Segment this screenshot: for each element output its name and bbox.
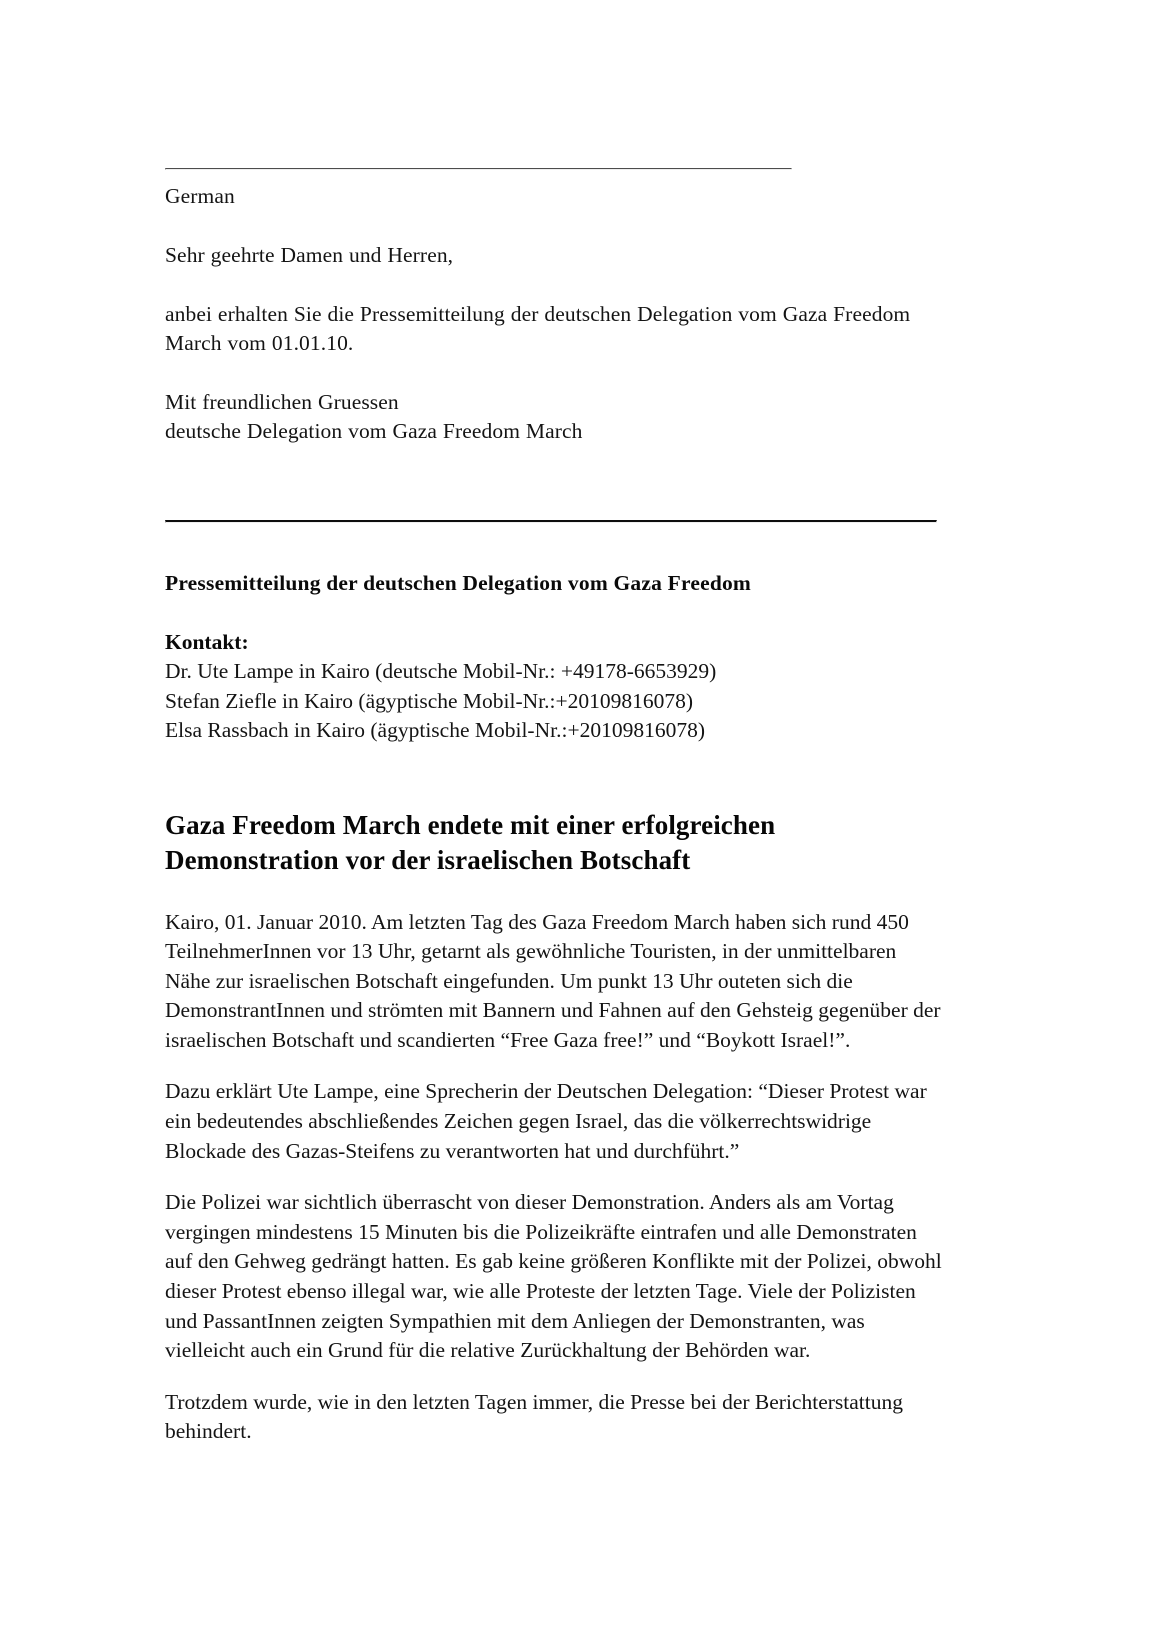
spacer [165, 358, 955, 388]
spacer [165, 598, 955, 628]
press-release-subject: Pressemitteilung der deutschen Delegation vom Gaza Freedom [165, 571, 752, 595]
body-paragraph: Kairo, 01. Januar 2010. Am letzten Tag des Gaza Freedom March haben sich rund 450 TeilnehmerInnen vor 13 Uhr, getarnt als gewöhnliche Touristen, in der unmittelbaren Nähe zur israelischen Botschaft eingefunden. Um punkt 13 Uhr outeten sich die DemonstrantInnen und strömten mit Bannern und Fahnen auf den Gehsteig gegenüber der israelischen Botschaft und scandierten “Free Gaza free!” und “Boykott Israel!”. [165, 909, 941, 1052]
body-paragraph: Trotzdem wurde, wie in den letzten Tagen immer, die Presse bei der Berichterstattung behindert. [165, 1389, 903, 1444]
spacer [165, 1055, 955, 1077]
contact-label: Kontakt: [165, 630, 249, 654]
closing-line-2: deutsche Delegation vom Gaza Freedom March [165, 419, 583, 443]
salutation: Sehr geehrte Damen und Herren, [165, 243, 454, 267]
closing-line-1: Mit freundlichen Gruessen [165, 390, 399, 414]
spacer [165, 1166, 955, 1188]
spacer [165, 523, 955, 569]
spacer [165, 1366, 955, 1388]
contact-line: Elsa Rassbach in Kairo (ägyptische Mobil-Nr.:+20109816078) [165, 718, 705, 742]
spacer [165, 746, 955, 808]
spacer [165, 446, 955, 520]
body-paragraph: Dazu erklärt Ute Lampe, eine Sprecherin der Deutschen Delegation: “Dieser Protest war ein bedeutendes abschließendes Zeichen gegen Israel, das die völkerrechtswidrige Blockade des Gazas-Steifens zu verantworten hat und durchführt.” [165, 1079, 927, 1163]
contact-line: Dr. Ute Lampe in Kairo (deutsche Mobil-Nr.: +49178-6653929) [165, 659, 717, 683]
body-paragraph: Die Polizei war sichtlich überrascht von dieser Demonstration. Anders als am Vortag vergingen mindestens 15 Minuten bis die Polizeikräfte eintrafen und alle Demonstraten auf den Gehweg gedrängt hatten. Es gab keine größeren Konflikte mit der Polizei, obwohl dieser Protest ebenso illegal war, wie alle Proteste der letzten Tage. Viele der Polizisten und PassantInnen zeigten Sympathien mit dem Anliegen der Demonstranten, was vielleicht auch ein Grund für die relative Zurückhaltung der Behörden war. [165, 1190, 942, 1363]
cover-note-body: anbei erhalten Sie die Pressemitteilung der deutschen Delegation vom Gaza Freedom March vom 01.01.10. [165, 302, 911, 355]
language-tag: German [165, 184, 235, 208]
spacer [165, 878, 955, 908]
spacer [165, 170, 955, 182]
document-content [165, 168, 955, 1447]
contact-line: Stefan Ziefle in Kairo (ägyptische Mobil-Nr.:+20109816078) [165, 688, 694, 713]
press-release-headline: Gaza Freedom March endete mit einer erfolgreichen Demonstration vor der israelischen Botschaft [165, 809, 776, 875]
closing-block [165, 388, 955, 446]
spacer [165, 270, 955, 300]
spacer [165, 211, 955, 241]
